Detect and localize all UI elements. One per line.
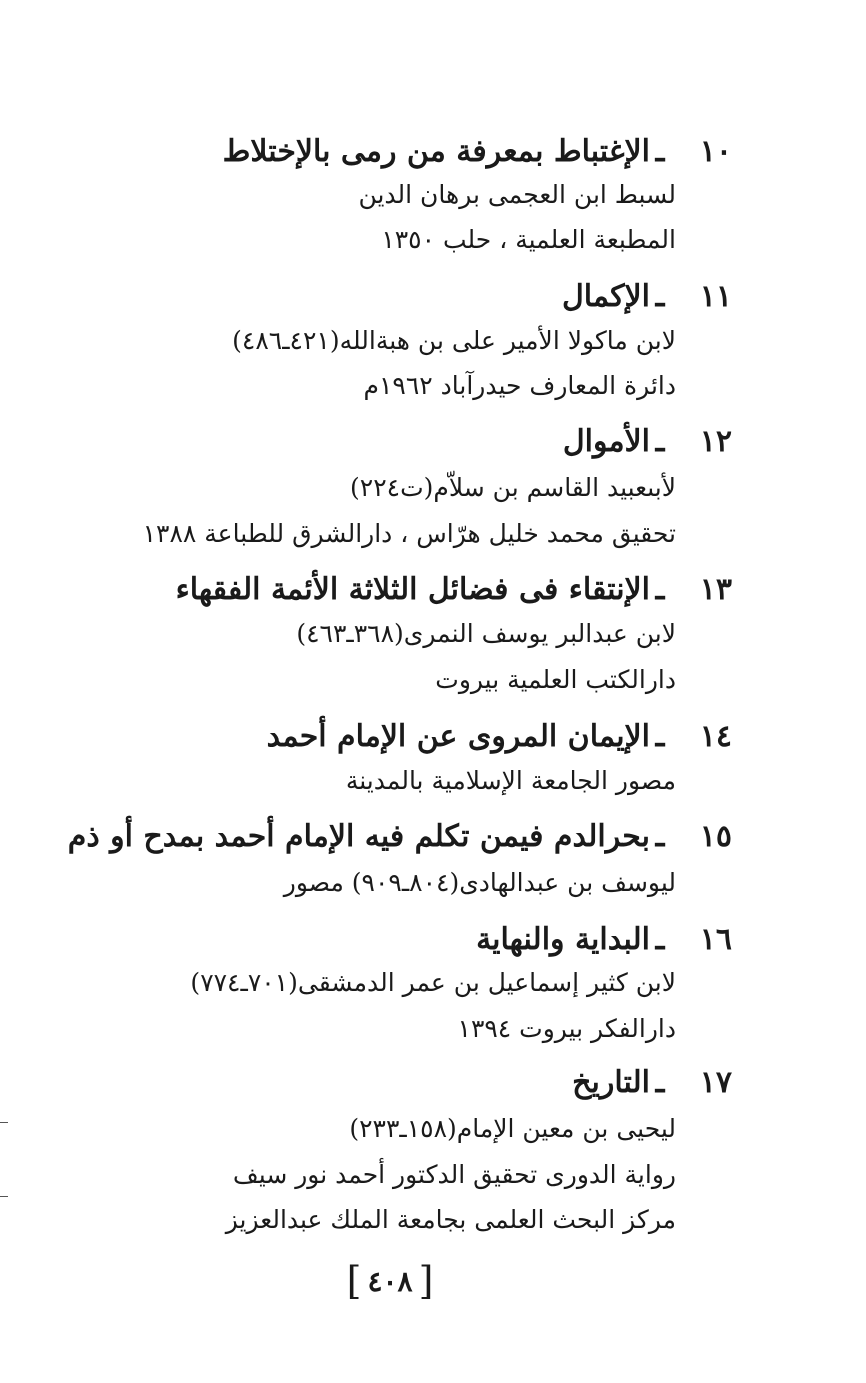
page-number-value: ٤٠٨ — [367, 1265, 413, 1298]
entry-line: مصور الجامعة الإسلامية بالمدينة — [345, 766, 676, 795]
entry-line: لابن عبدالبر يوسف النمرى(٣٦٨ـ٤٦٣) — [296, 619, 676, 648]
entry-heading — [67, 819, 732, 854]
entry-heading — [561, 279, 732, 314]
page-number — [0, 1259, 780, 1303]
entry-dash: ـ — [655, 1065, 665, 1100]
entry-line: ليوسف بن عبدالهادى(٨٠٤ـ٩٠٩) مصور — [283, 868, 676, 897]
entry-number: ١٣ — [699, 572, 732, 607]
entry-line: ليحيى بن معين الإمام(١٥٨ـ٢٣٣) — [349, 1114, 676, 1143]
entry-line: مركز البحث العلمى بجامعة الملك عبدالعزيز — [225, 1205, 676, 1234]
entry-line: لابن كثير إسماعيل بن عمر الدمشقى(٧٠١ـ٧٧٤) — [190, 968, 676, 997]
entry-title: الإغتباط بمعرفة من رمى بالإختلاط — [222, 134, 650, 169]
entry-heading — [476, 922, 732, 957]
entry-number: ١١ — [699, 279, 732, 314]
entry-line: المطبعة العلمية ، حلب ١٣٥٠ — [381, 225, 676, 254]
entry-number: ١٧ — [699, 1065, 732, 1100]
entry-title: الأموال — [562, 424, 650, 459]
entry-title: الإيمان المروى عن الإمام أحمد — [266, 719, 650, 754]
entry-number: ١٠ — [699, 134, 732, 169]
entry-heading — [572, 1065, 732, 1100]
entry-heading — [175, 572, 732, 607]
entry-title: البداية والنهاية — [476, 922, 650, 957]
entry-dash: ـ — [655, 134, 665, 169]
margin-mark — [0, 1196, 8, 1197]
entry-number: ١٤ — [699, 719, 732, 754]
entry-dash: ـ — [655, 572, 665, 607]
entry-title: الإكمال — [561, 279, 650, 314]
entry-line: رواية الدورى تحقيق الدكتور أحمد نور سيف — [232, 1160, 676, 1189]
entry-heading — [266, 719, 732, 754]
entry-title: بحرالدم فيمن تكلم فيه الإمام أحمد بمدح أو ذم — [67, 819, 650, 854]
entry-heading — [562, 424, 732, 459]
entry-dash: ـ — [655, 424, 665, 459]
entry-line: دارالكتب العلمية بيروت — [435, 665, 676, 694]
entry-number: ١٦ — [699, 922, 732, 957]
entry-dash: ـ — [655, 719, 665, 754]
entry-line: لأبىعبيد القاسم بن سلاّم(ت٢٢٤) — [350, 473, 676, 502]
margin-mark — [0, 1122, 8, 1123]
entry-title: الإنتقاء فى فضائل الثلاثة الأئمة الفقهاء — [175, 572, 650, 607]
bracket-left-glyph: ] — [346, 1259, 362, 1303]
entry-dash: ـ — [655, 279, 665, 314]
entry-title: التاريخ — [572, 1065, 650, 1100]
entry-line: لسبط ابن العجمى برهان الدين — [358, 180, 676, 209]
entry-number: ١٢ — [699, 424, 732, 459]
entry-dash: ـ — [655, 922, 665, 957]
entry-line: دائرة المعارف حيدرآباد ١٩٦٢م — [363, 371, 676, 400]
entry-number: ١٥ — [699, 819, 732, 854]
entry-line: دارالفكر بيروت ١٣٩٤ — [457, 1014, 676, 1043]
entry-dash: ـ — [655, 819, 665, 854]
bracket-right-glyph: [ — [418, 1259, 434, 1303]
entry-line: تحقيق محمد خليل هرّاس ، دارالشرق للطباعة ١٣٨٨ — [142, 519, 676, 548]
entry-line: لابن ماكولا الأمير على بن هبةالله(٤٢١ـ٤٨٦) — [232, 326, 676, 355]
entry-heading — [222, 134, 732, 169]
